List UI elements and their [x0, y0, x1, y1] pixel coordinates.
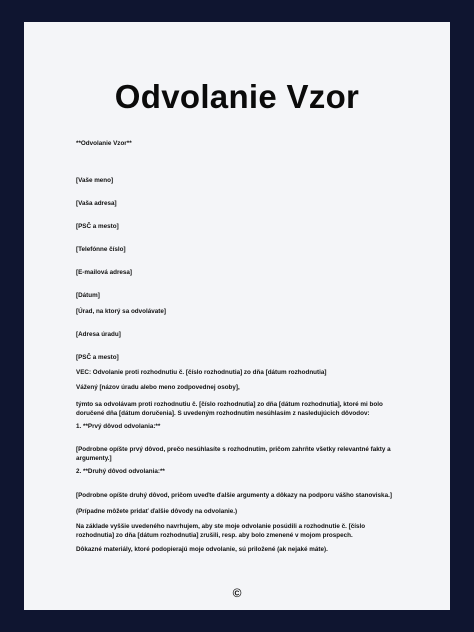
- reason-more: (Prípadne môžete pridať ďalšie dôvody na odvolanie.): [76, 508, 238, 515]
- field-office-zip-city: [PSČ a mesto]: [76, 354, 119, 361]
- copyright-icon: ©: [232, 586, 242, 600]
- field-address: [Vaša adresa]: [76, 200, 117, 207]
- intro-paragraph: týmto sa odvolávam proti rozhodnutiu č. [číslo rozhodnutia] zo dňa [dátum rozhodnutia], ktoré mi bolo doručené dňa [dátum doručenia]. S uvedeným rozhodnutím nesúhlasím z nasledujúcich dôvodov:: [76, 401, 383, 417]
- document-page: [24, 22, 450, 610]
- document-subtitle: **Odvolanie Vzor**: [76, 140, 132, 147]
- document-title: Odvolanie Vzor: [114, 78, 360, 115]
- conclusion-paragraph: Na základe vyššie uvedeného navrhujem, aby ste moje odvolanie posúdili a rozhodnutie č. [číslo rozhodnutia] zo dňa [dátum rozhodnutia] zrušili, resp. aby bolo zmenené v mojom prospech.: [76, 523, 366, 539]
- field-zip-city: [PSČ a mesto]: [76, 223, 119, 230]
- reason1-heading: 1. **Prvý dôvod odvolania:**: [76, 423, 161, 430]
- field-email: [E-mailová adresa]: [76, 269, 132, 276]
- field-name: [Vaše meno]: [76, 177, 114, 184]
- reason1-text: [Podrobne opíšte prvý dôvod, prečo nesúhlasíte s rozhodnutím, pričom zahrňte všetky relevantné fakty a argumenty.]: [76, 446, 391, 462]
- field-office-address: [Adresa úradu]: [76, 331, 121, 338]
- field-office: [Úrad, na ktorý sa odvolávate]: [76, 308, 166, 315]
- reason2-text: [Podrobne opíšte druhý dôvod, pričom uveďte ďalšie argumenty a dôkazy na podporu vášho stanoviska.]: [76, 492, 392, 499]
- field-date: [Dátum]: [76, 292, 100, 299]
- evidence-paragraph: Dôkazné materiály, ktoré podopierajú moje odvolanie, sú priložené (ak nejaké máte).: [76, 546, 328, 553]
- subject-line: VEC: Odvolanie proti rozhodnutiu č. [číslo rozhodnutia] zo dňa [dátum rozhodnutia]: [76, 369, 327, 376]
- field-phone: [Telefónne číslo]: [76, 246, 126, 253]
- reason2-heading: 2. **Druhý dôvod odvolania:**: [76, 468, 165, 475]
- salutation: Vážený [názov úradu alebo meno zodpovednej osoby],: [76, 384, 240, 391]
